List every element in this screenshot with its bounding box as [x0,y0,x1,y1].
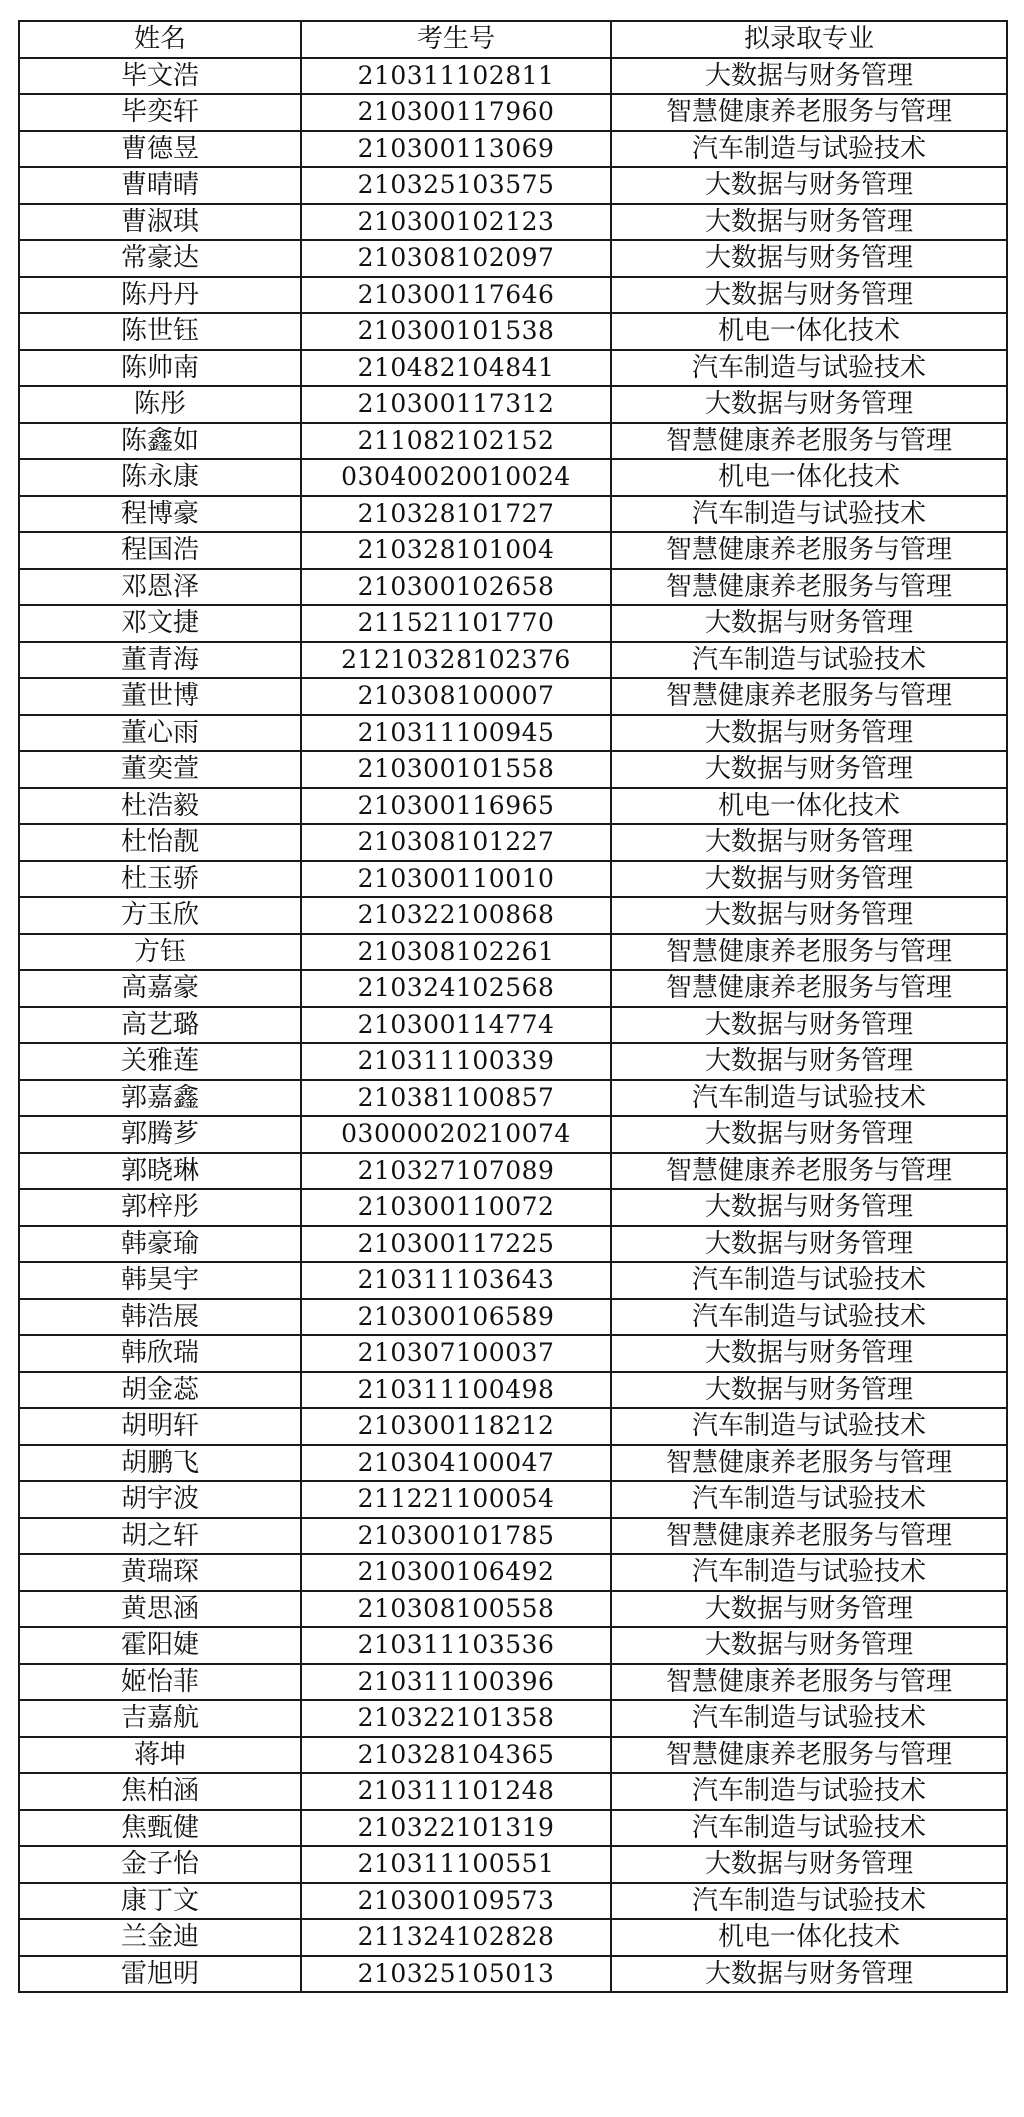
major-cell: 大数据与财务管理 [611,1226,1007,1263]
exam-id-cell: 210300117646 [301,277,611,314]
admission-list-sheet [18,20,1006,1993]
exam-id-cell: 210300110010 [301,861,611,898]
student-name-cell: 陈丹丹 [19,277,301,314]
major-cell: 大数据与财务管理 [611,1043,1007,1080]
table-row [19,1846,1007,1883]
student-name-cell: 程博豪 [19,496,301,533]
table-row [19,1810,1007,1847]
exam-id-cell: 03000020210074 [301,1116,611,1153]
exam-id-cell: 210300102658 [301,569,611,606]
table-row [19,58,1007,95]
student-name-cell: 陈彤 [19,386,301,423]
table-row [19,751,1007,788]
major-cell: 大数据与财务管理 [611,1956,1007,1993]
table-row [19,131,1007,168]
table-row [19,459,1007,496]
table-row [19,1372,1007,1409]
exam-id-cell: 210304100047 [301,1445,611,1482]
table-row [19,824,1007,861]
exam-id-cell: 210300109573 [301,1883,611,1920]
student-name-cell: 焦柏涵 [19,1773,301,1810]
exam-id-cell: 210322101358 [301,1700,611,1737]
student-name-cell: 董奕萱 [19,751,301,788]
major-cell: 汽车制造与试验技术 [611,1481,1007,1518]
exam-id-cell: 21210328102376 [301,642,611,679]
student-name-cell: 胡金蕊 [19,1372,301,1409]
major-cell: 汽车制造与试验技术 [611,1262,1007,1299]
student-name-cell: 胡之轩 [19,1518,301,1555]
student-name-cell: 曹淑琪 [19,204,301,241]
student-name-cell: 蒋坤 [19,1737,301,1774]
major-cell: 汽车制造与试验技术 [611,1700,1007,1737]
student-name-cell: 毕文浩 [19,58,301,95]
major-cell: 机电一体化技术 [611,788,1007,825]
student-name-cell: 郭嘉鑫 [19,1080,301,1117]
student-name-cell: 杜玉骄 [19,861,301,898]
major-cell: 智慧健康养老服务与管理 [611,532,1007,569]
table-row [19,715,1007,752]
major-cell: 大数据与财务管理 [611,1627,1007,1664]
table-row [19,1043,1007,1080]
student-name-cell: 韩豪瑜 [19,1226,301,1263]
exam-id-cell: 211221100054 [301,1481,611,1518]
exam-id-cell: 210311100945 [301,715,611,752]
student-name-cell: 康丁文 [19,1883,301,1920]
exam-id-cell: 210328104365 [301,1737,611,1774]
student-name-cell: 杜怡靓 [19,824,301,861]
student-name-cell: 程国浩 [19,532,301,569]
table-row [19,642,1007,679]
table-row [19,1664,1007,1701]
exam-id-cell: 210308102261 [301,934,611,971]
student-name-cell: 陈帅南 [19,350,301,387]
major-cell: 智慧健康养老服务与管理 [611,1518,1007,1555]
major-cell: 大数据与财务管理 [611,240,1007,277]
exam-id-cell: 211521101770 [301,605,611,642]
exam-id-cell: 210328101004 [301,532,611,569]
table-row [19,167,1007,204]
table-row [19,1518,1007,1555]
table-row [19,1956,1007,1993]
student-name-cell: 常豪达 [19,240,301,277]
table-row [19,1737,1007,1774]
exam-id-cell: 210300117312 [301,386,611,423]
major-cell: 汽车制造与试验技术 [611,131,1007,168]
table-row [19,313,1007,350]
major-cell: 大数据与财务管理 [611,897,1007,934]
major-cell: 智慧健康养老服务与管理 [611,678,1007,715]
table-row [19,1262,1007,1299]
table-row [19,1153,1007,1190]
table-row [19,94,1007,131]
major-cell: 大数据与财务管理 [611,1335,1007,1372]
header-exam-id: 考生号 [301,21,611,58]
exam-id-cell: 210311102811 [301,58,611,95]
exam-id-cell: 210300102123 [301,204,611,241]
student-name-cell: 高嘉豪 [19,970,301,1007]
major-cell: 大数据与财务管理 [611,1116,1007,1153]
major-cell: 大数据与财务管理 [611,605,1007,642]
major-cell: 汽车制造与试验技术 [611,1408,1007,1445]
header-major: 拟录取专业 [611,21,1007,58]
major-cell: 大数据与财务管理 [611,715,1007,752]
exam-id-cell: 03040020010024 [301,459,611,496]
table-row [19,1919,1007,1956]
major-cell: 大数据与财务管理 [611,824,1007,861]
major-cell: 大数据与财务管理 [611,1591,1007,1628]
exam-id-cell: 210300118212 [301,1408,611,1445]
exam-id-cell: 210308100558 [301,1591,611,1628]
table-header [19,21,1007,58]
table-row [19,678,1007,715]
table-row [19,1591,1007,1628]
major-cell: 机电一体化技术 [611,459,1007,496]
major-cell: 汽车制造与试验技术 [611,496,1007,533]
exam-id-cell: 210308101227 [301,824,611,861]
header-row [19,21,1007,58]
table-row [19,1007,1007,1044]
exam-id-cell: 210300117225 [301,1226,611,1263]
exam-id-cell: 210300101538 [301,313,611,350]
table-row [19,204,1007,241]
table-row [19,1189,1007,1226]
student-name-cell: 韩浩展 [19,1299,301,1336]
student-name-cell: 陈世钰 [19,313,301,350]
exam-id-cell: 210327107089 [301,1153,611,1190]
exam-id-cell: 210311100339 [301,1043,611,1080]
table-row [19,1080,1007,1117]
student-name-cell: 吉嘉航 [19,1700,301,1737]
exam-id-cell: 210307100037 [301,1335,611,1372]
exam-id-cell: 210325105013 [301,1956,611,1993]
student-name-cell: 方钰 [19,934,301,971]
table-row [19,1700,1007,1737]
major-cell: 机电一体化技术 [611,1919,1007,1956]
major-cell: 汽车制造与试验技术 [611,1299,1007,1336]
student-name-cell: 霍阳婕 [19,1627,301,1664]
exam-id-cell: 210325103575 [301,167,611,204]
table-row [19,496,1007,533]
table-row [19,1554,1007,1591]
major-cell: 大数据与财务管理 [611,58,1007,95]
student-name-cell: 董心雨 [19,715,301,752]
table-row [19,934,1007,971]
exam-id-cell: 210311103536 [301,1627,611,1664]
exam-id-cell: 210311103643 [301,1262,611,1299]
major-cell: 机电一体化技术 [611,313,1007,350]
student-name-cell: 方玉欣 [19,897,301,934]
table-row [19,1335,1007,1372]
major-cell: 大数据与财务管理 [611,386,1007,423]
exam-id-cell: 210300113069 [301,131,611,168]
major-cell: 智慧健康养老服务与管理 [611,569,1007,606]
major-cell: 智慧健康养老服务与管理 [611,1445,1007,1482]
student-name-cell: 关雅莲 [19,1043,301,1080]
student-name-cell: 毕奕轩 [19,94,301,131]
major-cell: 智慧健康养老服务与管理 [611,423,1007,460]
exam-id-cell: 210324102568 [301,970,611,1007]
exam-id-cell: 210482104841 [301,350,611,387]
student-name-cell: 韩欣瑞 [19,1335,301,1372]
table-row [19,386,1007,423]
student-name-cell: 金子怡 [19,1846,301,1883]
table-row [19,605,1007,642]
exam-id-cell: 210308102097 [301,240,611,277]
table-row [19,897,1007,934]
exam-id-cell: 210300101785 [301,1518,611,1555]
table-row [19,1883,1007,1920]
student-name-cell: 黄思涵 [19,1591,301,1628]
exam-id-cell: 210311100551 [301,1846,611,1883]
student-name-cell: 胡宇波 [19,1481,301,1518]
student-name-cell: 胡明轩 [19,1408,301,1445]
student-name-cell: 郭梓彤 [19,1189,301,1226]
major-cell: 智慧健康养老服务与管理 [611,94,1007,131]
exam-id-cell: 210300117960 [301,94,611,131]
major-cell: 汽车制造与试验技术 [611,642,1007,679]
table-row [19,569,1007,606]
exam-id-cell: 210300114774 [301,1007,611,1044]
table-row [19,277,1007,314]
student-name-cell: 郭晓琳 [19,1153,301,1190]
table-row [19,350,1007,387]
table-row [19,1773,1007,1810]
student-name-cell: 陈永康 [19,459,301,496]
student-name-cell: 邓恩泽 [19,569,301,606]
table-body [19,58,1007,1993]
major-cell: 大数据与财务管理 [611,1846,1007,1883]
exam-id-cell: 210322101319 [301,1810,611,1847]
student-name-cell: 曹德昱 [19,131,301,168]
student-name-cell: 胡鹏飞 [19,1445,301,1482]
student-name-cell: 韩昊宇 [19,1262,301,1299]
table-row [19,861,1007,898]
student-name-cell: 董青海 [19,642,301,679]
table-row [19,1481,1007,1518]
student-name-cell: 邓文捷 [19,605,301,642]
major-cell: 汽车制造与试验技术 [611,1554,1007,1591]
student-name-cell: 郭腾芗 [19,1116,301,1153]
table-row [19,970,1007,1007]
exam-id-cell: 210311101248 [301,1773,611,1810]
table-row [19,1445,1007,1482]
major-cell: 大数据与财务管理 [611,1189,1007,1226]
table-row [19,532,1007,569]
major-cell: 智慧健康养老服务与管理 [611,934,1007,971]
student-name-cell: 董世博 [19,678,301,715]
major-cell: 大数据与财务管理 [611,861,1007,898]
table-row [19,1408,1007,1445]
student-name-cell: 杜浩毅 [19,788,301,825]
major-cell: 汽车制造与试验技术 [611,350,1007,387]
table-row [19,423,1007,460]
exam-id-cell: 210300106492 [301,1554,611,1591]
student-name-cell: 焦甄健 [19,1810,301,1847]
major-cell: 大数据与财务管理 [611,1372,1007,1409]
exam-id-cell: 211324102828 [301,1919,611,1956]
table-row [19,1299,1007,1336]
table-row [19,788,1007,825]
major-cell: 大数据与财务管理 [611,277,1007,314]
table-row [19,240,1007,277]
header-name: 姓名 [19,21,301,58]
major-cell: 汽车制造与试验技术 [611,1883,1007,1920]
exam-id-cell: 210322100868 [301,897,611,934]
major-cell: 智慧健康养老服务与管理 [611,1664,1007,1701]
exam-id-cell: 210381100857 [301,1080,611,1117]
major-cell: 智慧健康养老服务与管理 [611,1153,1007,1190]
student-name-cell: 黄瑞琛 [19,1554,301,1591]
exam-id-cell: 210300106589 [301,1299,611,1336]
student-name-cell: 曹晴晴 [19,167,301,204]
admission-table [18,20,1008,1993]
major-cell: 汽车制造与试验技术 [611,1810,1007,1847]
student-name-cell: 雷旭明 [19,1956,301,1993]
student-name-cell: 兰金迪 [19,1919,301,1956]
major-cell: 大数据与财务管理 [611,751,1007,788]
exam-id-cell: 210300110072 [301,1189,611,1226]
exam-id-cell: 210300116965 [301,788,611,825]
student-name-cell: 高艺璐 [19,1007,301,1044]
major-cell: 汽车制造与试验技术 [611,1080,1007,1117]
exam-id-cell: 210311100498 [301,1372,611,1409]
major-cell: 大数据与财务管理 [611,204,1007,241]
major-cell: 大数据与财务管理 [611,1007,1007,1044]
exam-id-cell: 210308100007 [301,678,611,715]
exam-id-cell: 211082102152 [301,423,611,460]
exam-id-cell: 210311100396 [301,1664,611,1701]
major-cell: 智慧健康养老服务与管理 [611,970,1007,1007]
major-cell: 智慧健康养老服务与管理 [611,1737,1007,1774]
table-row [19,1226,1007,1263]
student-name-cell: 陈鑫如 [19,423,301,460]
major-cell: 汽车制造与试验技术 [611,1773,1007,1810]
exam-id-cell: 210328101727 [301,496,611,533]
student-name-cell: 姬怡菲 [19,1664,301,1701]
major-cell: 大数据与财务管理 [611,167,1007,204]
table-row [19,1627,1007,1664]
exam-id-cell: 210300101558 [301,751,611,788]
table-row [19,1116,1007,1153]
